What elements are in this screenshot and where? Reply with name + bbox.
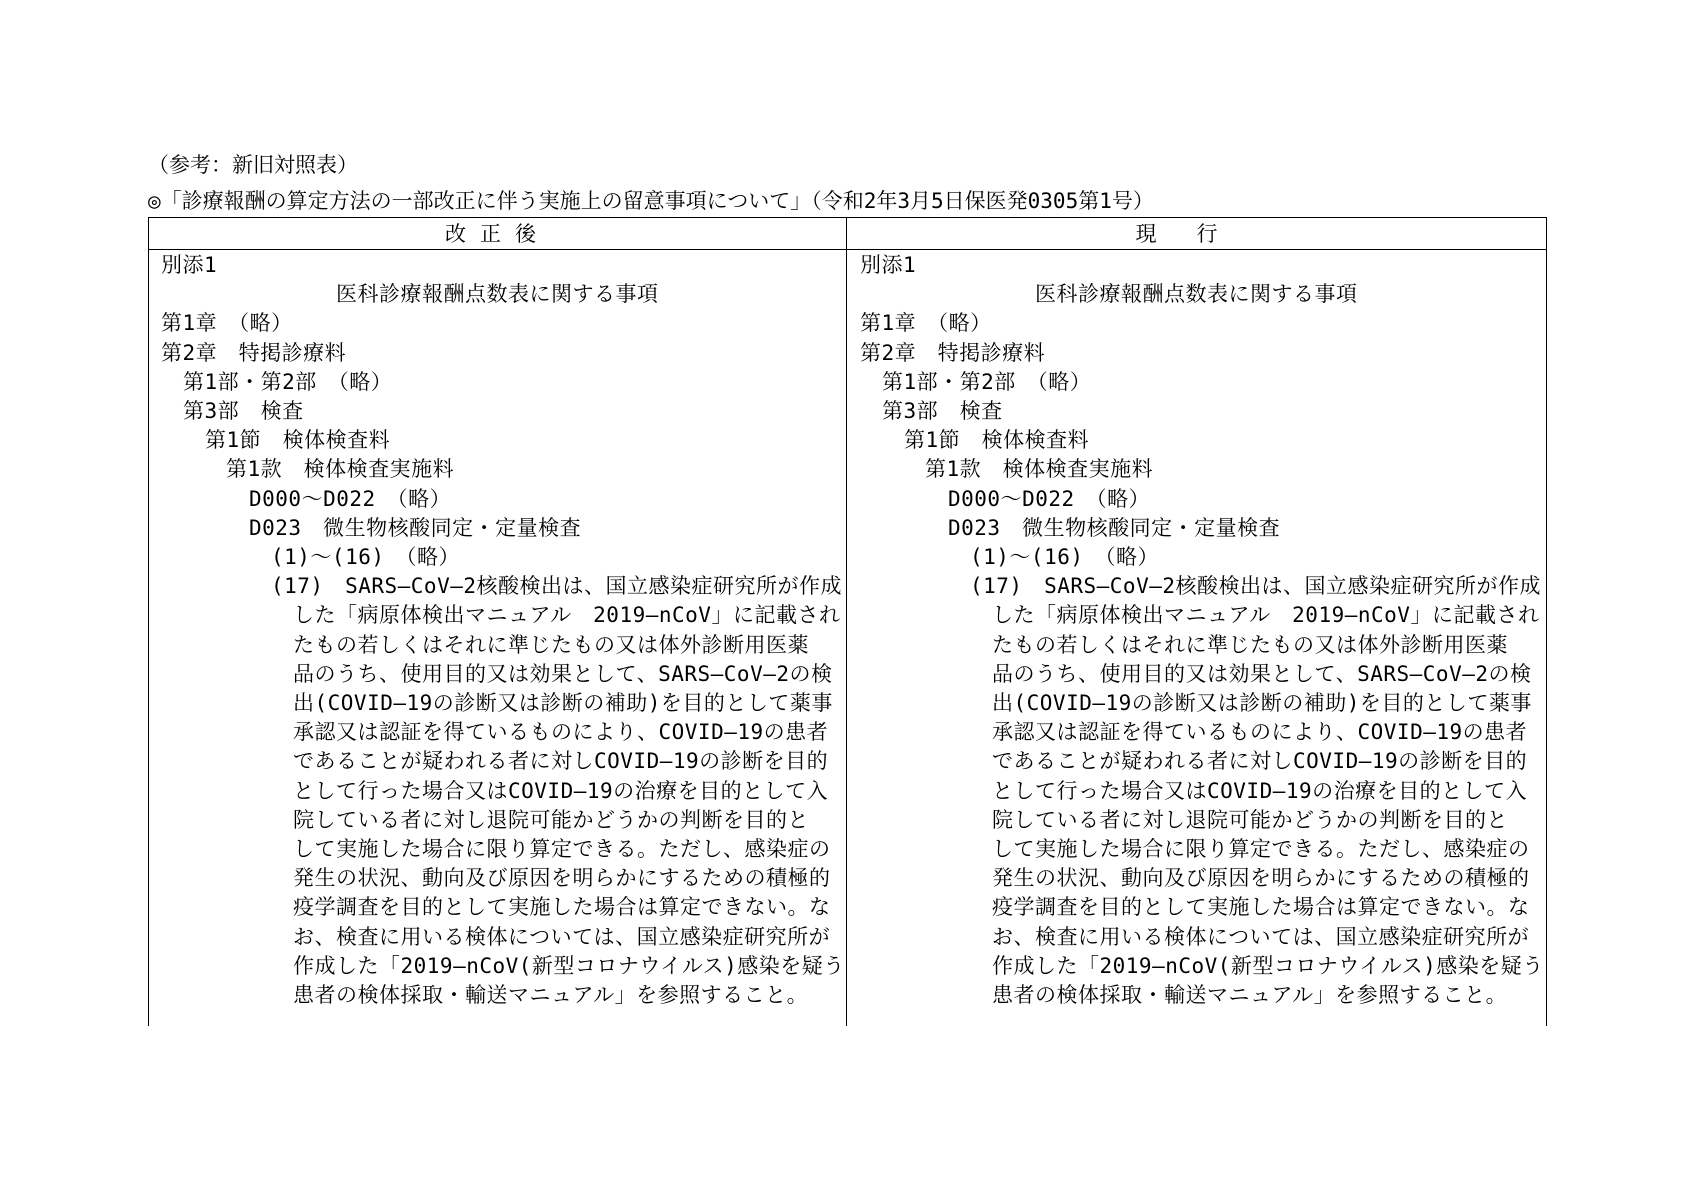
text-line: であることが疑われる者に対しCOVID―19の診断を目的 (293, 749, 829, 774)
text-line: 品のうち、使用目的又は効果として、SARS―CoV―2の検 (992, 661, 1532, 686)
text-line: 別添1 (860, 253, 917, 277)
text-line: 発生の状況、動向及び原因を明らかにするための積極的 (293, 866, 831, 891)
text-line: お、検査に用いる検体については、国立感染症研究所が (992, 924, 1530, 949)
text-line: であることが疑われる者に対しCOVID―19の診断を目的 (992, 749, 1528, 774)
text-line: 第1部・第2部 （略） (882, 369, 1092, 394)
text-line: D023 微生物核酸同定・定量検査 (249, 515, 582, 540)
text-line: として行った場合又はCOVID―19の治療を目的として入 (992, 778, 1528, 803)
text-line: 疫学調査を目的として実施した場合は算定できない。な (293, 895, 831, 920)
text-line: 品のうち、使用目的又は効果として、SARS―CoV―2の検 (293, 661, 833, 686)
text-line: 第1款 検体検査実施料 (925, 457, 1154, 482)
header-divider (149, 249, 1546, 250)
notice-title: ◎「診療報酬の算定方法の一部改正に伴う実施上の留意事項について」（令和2年3月5日保医発0305第1号） (148, 189, 1154, 213)
text-line: 第2章 特掲診療料 (161, 340, 347, 365)
text-line: 第1節 検体検査料 (904, 428, 1090, 453)
text-line: して実施した場合に限り算定できる。ただし、感染症の (992, 837, 1530, 861)
text-line: 患者の検体採取・輸送マニュアル」を参照すること。 (992, 983, 1508, 1007)
text-line: D000～D022 （略） (948, 486, 1151, 511)
text-line: 医科診療報酬点数表に関する事項 (336, 282, 659, 307)
text-line: 第1節 検体検査料 (205, 428, 391, 453)
text-line: 第1款 検体検査実施料 (226, 457, 455, 482)
text-line: 医科診療報酬点数表に関する事項 (1035, 282, 1358, 307)
text-line: 疫学調査を目的として実施した場合は算定できない。な (992, 895, 1530, 920)
comparison-table (148, 217, 1547, 1026)
header-revised: 改正後 (445, 222, 550, 246)
text-line: 第2章 特掲診療料 (860, 340, 1046, 365)
text-line: D023 微生物核酸同定・定量検査 (948, 515, 1281, 540)
text-line: たもの若しくはそれに準じたもの又は体外診断用医薬 (293, 632, 809, 657)
text-line: 発生の状況、動向及び原因を明らかにするための積極的 (992, 866, 1530, 891)
text-line: 第1章 （略） (860, 311, 992, 336)
text-line: 作成した「2019―nCoV(新型コロナウイルス)感染を疑う (992, 953, 1544, 978)
text-line: して実施した場合に限り算定できる。ただし、感染症の (293, 837, 831, 861)
header-current: 現行 (1135, 222, 1258, 246)
text-line: 出(COVID―19の診断又は診断の補助)を目的として薬事 (992, 691, 1532, 715)
text-line: 院している者に対し退院可能かどうかの判断を目的と (293, 807, 809, 832)
text-line: お、検査に用いる検体については、国立感染症研究所が (293, 924, 831, 949)
text-line: 患者の検体採取・輸送マニュアル」を参照すること。 (293, 983, 809, 1007)
text-line: 第1部・第2部 （略） (183, 369, 393, 394)
text-line: 第3部 検査 (183, 399, 304, 423)
text-line: (1)～(16) （略） (970, 545, 1160, 569)
text-line: 別添1 (161, 253, 218, 277)
text-line: 第3部 検査 (882, 399, 1003, 423)
text-line: 承認又は認証を得ているものにより、COVID―19の患者 (293, 720, 829, 745)
text-line: 院している者に対し退院可能かどうかの判断を目的と (992, 807, 1508, 832)
text-line: (17) SARS―CoV―2核酸検出は、国立感染症研究所が作成 (271, 574, 843, 599)
column-divider (846, 218, 847, 1026)
text-line: 出(COVID―19の診断又は診断の補助)を目的として薬事 (293, 691, 833, 715)
text-line: (1)～(16) （略） (271, 545, 461, 569)
text-line: した「病原体検出マニュアル 2019―nCoV」に記載され (293, 603, 841, 628)
text-line: した「病原体検出マニュアル 2019―nCoV」に記載され (992, 603, 1540, 628)
text-line: として行った場合又はCOVID―19の治療を目的として入 (293, 778, 829, 803)
text-line: (17) SARS―CoV―2核酸検出は、国立感染症研究所が作成 (970, 574, 1542, 599)
text-line: D000～D022 （略） (249, 486, 452, 511)
text-line: 作成した「2019―nCoV(新型コロナウイルス)感染を疑う (293, 953, 845, 978)
text-line: 承認又は認証を得ているものにより、COVID―19の患者 (992, 720, 1528, 745)
reference-label: （参考：新旧対照表） (148, 153, 358, 177)
text-line: たもの若しくはそれに準じたもの又は体外診断用医薬 (992, 632, 1508, 657)
text-line: 第1章 （略） (161, 311, 293, 336)
